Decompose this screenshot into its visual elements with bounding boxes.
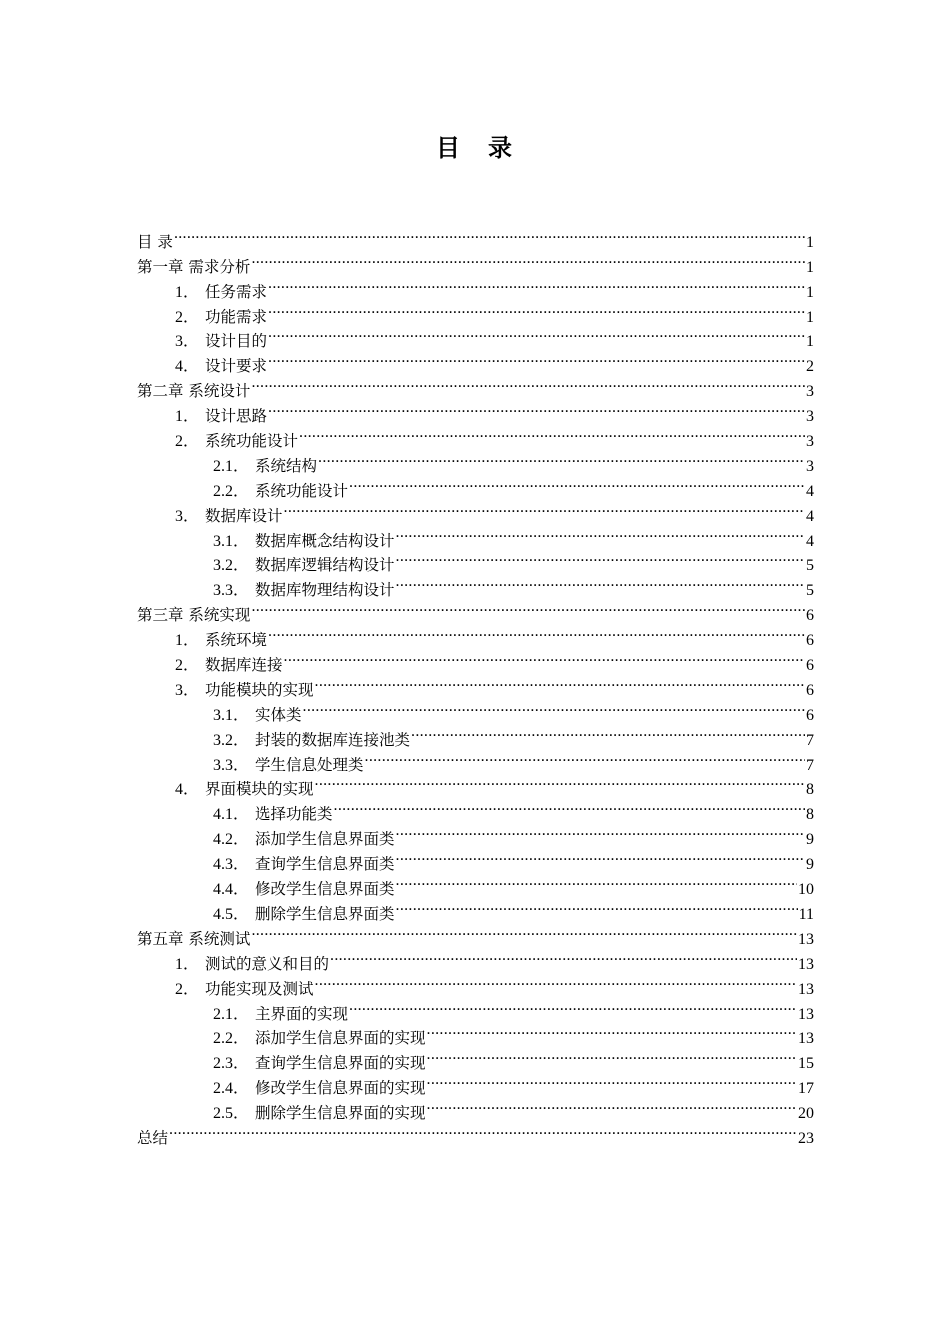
toc-page-number: 3 (806, 383, 814, 401)
toc-dot-leader (251, 247, 805, 272)
toc-page-number: 5 (806, 582, 814, 600)
toc-entry-number: 2.2． (213, 1030, 250, 1048)
toc-dot-leader (396, 844, 805, 869)
toc-entry-number: 3.2． (213, 731, 250, 749)
toc-page-number: 20 (798, 1105, 814, 1123)
toc-entry-title: 目 录 (137, 232, 173, 251)
toc-entry-title: 第一章 需求分析 (137, 257, 251, 276)
toc-entry-number: 1． (175, 283, 200, 301)
toc-dot-leader (268, 297, 805, 322)
toc-entry-title: 设计要求 (205, 357, 268, 376)
toc-page-number: 6 (806, 632, 814, 650)
toc-page-number: 7 (806, 756, 814, 774)
toc-dot-leader (251, 371, 805, 396)
toc-entry-title: 功能需求 (205, 307, 268, 326)
toc-page-number: 13 (798, 930, 814, 948)
toc-entry-title: 数据库设计 (205, 506, 283, 525)
toc-entry-title: 封装的数据库连接池类 (255, 730, 411, 749)
toc-dot-leader (315, 969, 797, 994)
toc-page-number: 4 (806, 482, 814, 500)
toc-entry-title: 查询学生信息界面的实现 (255, 1054, 426, 1073)
toc-page-number: 9 (806, 831, 814, 849)
toc-entry-title: 添加学生信息界面的实现 (255, 1029, 426, 1048)
toc-dot-leader (268, 272, 805, 297)
toc-dot-leader (349, 471, 805, 496)
toc-entry-number: 4． (175, 358, 200, 376)
toc-entry-number: 4.3． (213, 856, 250, 874)
toc-entry-number: 4.1． (213, 806, 250, 824)
toc-entry-title: 系统环境 (205, 631, 268, 650)
toc-entry-title: 修改学生信息界面的实现 (255, 1079, 426, 1098)
toc-page-number: 17 (798, 1080, 814, 1098)
toc-dot-leader (330, 944, 797, 969)
toc-entry-number: 3． (175, 507, 200, 525)
toc-page-number: 15 (798, 1055, 814, 1073)
toc-list (137, 222, 814, 1147)
toc-entry-title: 系统结构 (255, 456, 318, 475)
toc-page-number: 6 (806, 681, 814, 699)
toc-entry-title: 学生信息处理类 (255, 755, 364, 774)
toc-entry-number: 3.2． (213, 557, 250, 575)
toc-entry-number: 4.5． (213, 905, 250, 923)
toc-dot-leader (251, 919, 797, 944)
toc-entry-number: 3.1． (213, 532, 250, 550)
toc-entry-title: 功能模块的实现 (205, 680, 314, 699)
toc-entry-number: 2． (175, 308, 200, 326)
toc-entry-number: 2.1． (213, 457, 250, 475)
toc-page-number: 1 (806, 258, 814, 276)
toc-page-number: 6 (806, 657, 814, 675)
toc-entry-number: 2.2． (213, 482, 250, 500)
toc-page-number: 4 (806, 532, 814, 550)
toc-page-number: 13 (798, 955, 814, 973)
toc-entry-title: 系统功能设计 (205, 432, 299, 451)
toc-dot-leader (318, 446, 805, 471)
toc-dot-leader (411, 720, 805, 745)
toc-page-number: 1 (806, 233, 814, 251)
toc-entry-number: 3.1． (213, 706, 250, 724)
toc-dot-leader (396, 894, 798, 919)
toc-entry-number: 2.5． (213, 1105, 250, 1123)
toc-page-number: 3 (806, 457, 814, 475)
toc-entry-title: 界面模块的实现 (205, 780, 314, 799)
toc-entry-title: 设计思路 (205, 407, 268, 426)
toc-entry-title: 第三章 系统实现 (137, 606, 251, 625)
toc-page-number: 9 (806, 856, 814, 874)
toc-entry-title: 删除学生信息界面类 (255, 904, 395, 923)
toc-entry-title: 设计目的 (205, 332, 268, 351)
toc-page-number: 13 (798, 1005, 814, 1023)
toc-entry[interactable] (137, 247, 814, 276)
toc-dot-leader (349, 994, 797, 1019)
toc-dot-leader (268, 346, 805, 371)
toc-entry-number: 3.3． (213, 756, 250, 774)
toc-page-number: 1 (806, 308, 814, 326)
toc-entry-number: 2.1． (213, 1005, 250, 1023)
toc-entry-number: 2.4． (213, 1080, 250, 1098)
toc-page-number: 3 (806, 408, 814, 426)
toc-entry-title: 添加学生信息界面类 (255, 830, 395, 849)
toc-title: 目 录 (436, 134, 514, 162)
toc-entry-number: 4.2． (213, 831, 250, 849)
toc-entry-number: 4.4． (213, 881, 250, 899)
toc-page-number: 4 (806, 507, 814, 525)
toc-entry[interactable] (137, 1118, 814, 1147)
toc-dot-leader (334, 794, 805, 819)
toc-page-number: 6 (806, 706, 814, 724)
toc-page-number: 7 (806, 731, 814, 749)
toc-entry-number: 2． (175, 433, 200, 451)
toc-dot-leader (396, 869, 797, 894)
toc-entry-number: 3． (175, 681, 200, 699)
toc-dot-leader (315, 770, 805, 795)
toc-page-number: 2 (806, 358, 814, 376)
toc-dot-leader (303, 695, 805, 720)
toc-dot-leader (284, 496, 805, 521)
toc-dot-leader (251, 595, 805, 620)
toc-entry-title: 总结 (137, 1128, 169, 1147)
toc-page-number: 3 (806, 433, 814, 451)
toc-entry-title: 任务需求 (205, 282, 268, 301)
toc-entry-title: 实体类 (255, 705, 302, 724)
toc-entry-title: 数据库物理结构设计 (255, 581, 395, 600)
toc-entry-title: 第二章 系统设计 (137, 382, 251, 401)
toc-page-number: 13 (798, 980, 814, 998)
toc-dot-leader (174, 222, 805, 247)
toc-entry-number: 1． (175, 632, 200, 650)
toc-entry-title: 系统功能设计 (255, 481, 349, 500)
toc-dot-leader (299, 421, 805, 446)
toc-entry-number: 2． (175, 980, 200, 998)
toc-dot-leader (268, 620, 805, 645)
toc-entry-number: 2． (175, 657, 200, 675)
toc-dot-leader (268, 396, 805, 421)
toc-entry-number: 3． (175, 333, 200, 351)
toc-entry-title: 数据库连接 (205, 656, 283, 675)
toc-dot-leader (396, 546, 805, 571)
toc-dot-leader (427, 1019, 797, 1044)
toc-entry-title: 数据库逻辑结构设计 (255, 556, 395, 575)
toc-entry-number: 1． (175, 408, 200, 426)
toc-page-number: 13 (798, 1030, 814, 1048)
toc-entry-title: 修改学生信息界面类 (255, 880, 395, 899)
toc-entry-title: 测试的意义和目的 (205, 954, 330, 973)
toc-entry-title: 功能实现及测试 (205, 979, 314, 998)
toc-dot-leader (284, 645, 805, 670)
toc-dot-leader (396, 570, 805, 595)
toc-dot-leader (427, 1093, 797, 1118)
toc-dot-leader (169, 1118, 797, 1143)
toc-entry-title: 第五章 系统测试 (137, 929, 251, 948)
toc-entry-title: 查询学生信息界面类 (255, 855, 395, 874)
toc-page-number: 1 (806, 283, 814, 301)
toc-page-number: 5 (806, 557, 814, 575)
toc-page-number: 8 (806, 806, 814, 824)
toc-entry-number: 2.3． (213, 1055, 250, 1073)
toc-entry-number: 1． (175, 955, 200, 973)
toc-page-number: 11 (798, 905, 814, 923)
toc-dot-leader (268, 322, 805, 347)
toc-page-number: 23 (798, 1129, 814, 1147)
toc-dot-leader (427, 1068, 797, 1093)
toc-entry-title: 数据库概念结构设计 (255, 531, 395, 550)
toc-entry-number: 3.3． (213, 582, 250, 600)
toc-entry[interactable] (137, 222, 814, 251)
toc-page-number: 8 (806, 781, 814, 799)
toc-entry-title: 主界面的实现 (255, 1004, 349, 1023)
toc-dot-leader (315, 670, 805, 695)
toc-page-number: 1 (806, 333, 814, 351)
toc-dot-leader (396, 521, 805, 546)
toc-entry-number: 4． (175, 781, 200, 799)
toc-dot-leader (427, 1043, 797, 1068)
toc-page-number: 6 (806, 607, 814, 625)
toc-dot-leader (365, 745, 805, 770)
toc-dot-leader (396, 819, 805, 844)
toc-page-number: 10 (798, 881, 814, 899)
toc-entry-title: 选择功能类 (255, 805, 333, 824)
toc-entry-title: 删除学生信息界面的实现 (255, 1104, 426, 1123)
